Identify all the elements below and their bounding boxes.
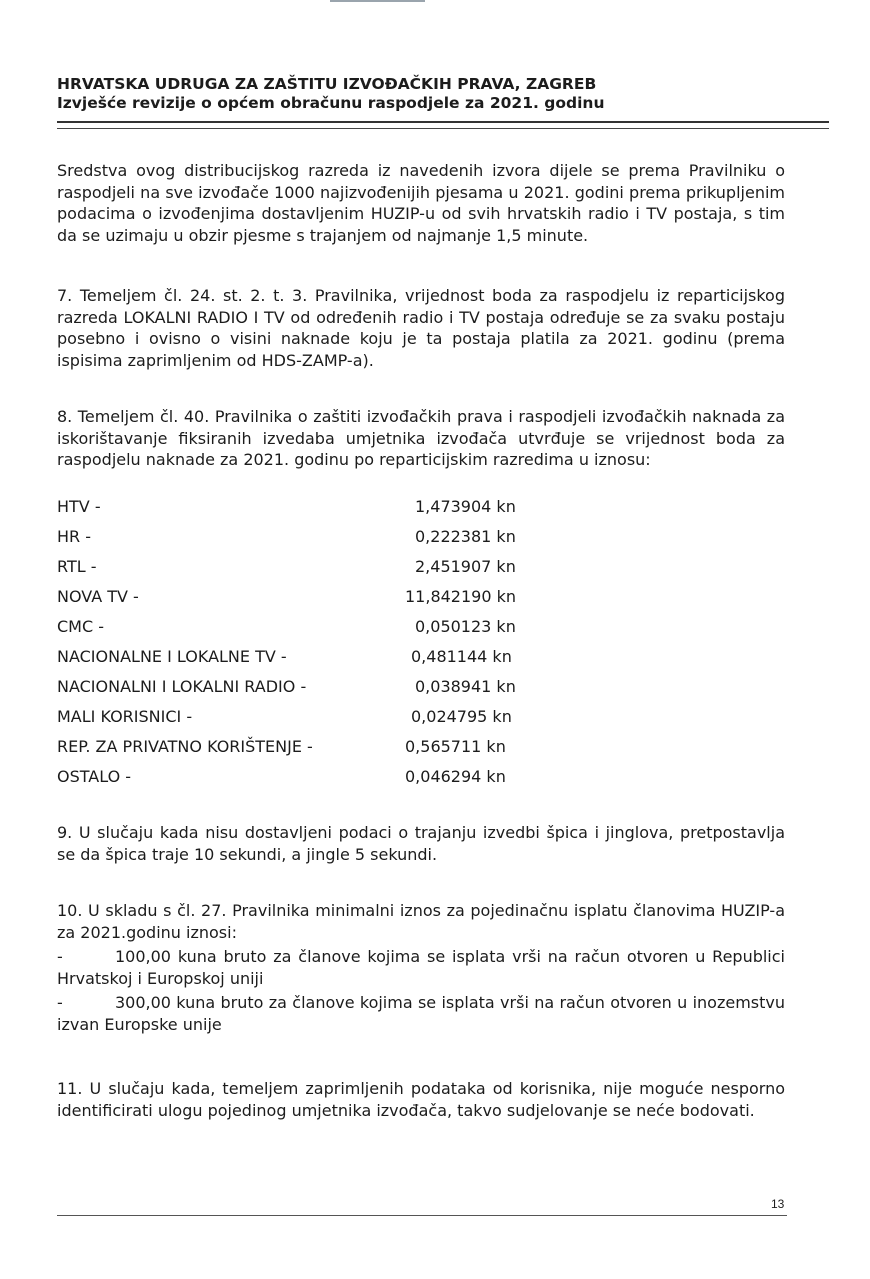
list-item [57, 992, 785, 1035]
fee-row [57, 552, 557, 582]
fee-value: 0,024795 kn [411, 707, 512, 726]
fee-value: 0,038941 kn [415, 677, 516, 696]
scan-mark [330, 0, 425, 2]
paragraph-10-text: 10. U skladu s čl. 27. Pravilnika minimalni iznos za pojedinačnu isplatu članovima HUZIP-a za 2021.godinu iznosi: [57, 901, 785, 942]
paragraph-11: 11. U slučaju kada, temeljem zaprimljenih podataka od korisnika, nije moguće nesporno identificirati ulogu pojedinog umjetnika izvođača, takvo sudjelovanje se neće bodovati. [57, 1079, 785, 1120]
header-subtitle: Izvješće revizije o općem obračunu raspodjele za 2021. godinu [57, 94, 605, 112]
paragraph-7: 7. Temeljem čl. 24. st. 2. t. 3. Pravilnika, vrijednost boda za raspodjelu iz reparticijskog razreda LOKALNI RADIO I TV od određenih radio i TV postaja određuje se za svaku postaju posebno i ovisno o visini naknade koju je ta postaja platila za 2021. godinu (prema ispisima zaprimljenim od HDS-ZAMP-a). [57, 286, 785, 370]
fee-row [57, 612, 557, 642]
list-dash: - [57, 947, 63, 966]
fee-row [57, 672, 557, 702]
fee-label: CMC - [57, 617, 105, 636]
paragraph-9: 9. U slučaju kada nisu dostavljeni podaci o trajanju izvedbi špica i jinglova, pretpostavlja se da špica traje 10 sekundi, a jingle 5 sekundi. [57, 823, 785, 864]
page-number: 13 [771, 1197, 785, 1211]
list-item [57, 946, 785, 989]
fee-value: 0,565711 kn [405, 737, 506, 756]
fee-label: NACIONALNI I LOKALNI RADIO - [57, 677, 307, 696]
paragraph-10 [57, 900, 785, 1035]
fee-row [57, 762, 557, 792]
fee-row [57, 522, 557, 552]
fee-value: 0,050123 kn [415, 617, 516, 636]
paragraph-8: 8. Temeljem čl. 40. Pravilnika o zaštiti izvođačkih prava i raspodjeli izvođačkih naknada za iskorištavanje fiksiranih izvedaba umjetnika izvođača utvrđuje se vrijednost boda za raspodjelu naknade za 2021. godinu po reparticijskim razredima u iznosu: [57, 407, 785, 469]
footer-rule [57, 1215, 787, 1216]
document-header [57, 75, 817, 113]
fee-label: NACIONALNE I LOKALNE TV - [57, 647, 287, 666]
fee-label: REP. ZA PRIVATNO KORIŠTENJE - [57, 737, 313, 756]
fee-label: MALI KORISNICI - [57, 707, 193, 726]
list-dash: - [57, 993, 63, 1012]
fee-value: 11,842190 kn [405, 587, 517, 606]
fee-value: 0,046294 kn [405, 767, 506, 786]
fee-label: HTV - [57, 497, 101, 516]
fee-row [57, 492, 557, 522]
fee-label: OSTALO - [57, 767, 132, 786]
fee-table [57, 492, 557, 792]
header-rule [57, 121, 829, 123]
fee-label: RTL - [57, 557, 97, 576]
fee-value: 2,451907 kn [415, 557, 516, 576]
fee-label: HR - [57, 527, 92, 546]
fee-value: 0,222381 kn [415, 527, 516, 546]
fee-row [57, 702, 557, 732]
paragraph-intro: Sredstva ovog distribucijskog razreda iz navedenih izvora dijele se prema Pravilniku o raspodjeli na sve izvođače 1000 najizvođenijih pjesama u 2021. godini prema prikupljenim podacima o izvođenjima dostavljenim HUZIP-u od svih hrvatskih radio i TV postaja, s tim da se uzimaju u obzir pjesme s trajanjem od najmanje 1,5 minute. [57, 161, 785, 245]
fee-label: NOVA TV - [57, 587, 139, 606]
fee-value: 1,473904 kn [415, 497, 516, 516]
fee-row [57, 732, 557, 762]
fee-row [57, 642, 557, 672]
header-title: HRVATSKA UDRUGA ZA ZAŠTITU IZVOĐAČKIH PRAVA, ZAGREB [57, 75, 597, 93]
header-rule-thin [57, 128, 829, 129]
list-item-text: 100,00 kuna bruto za članove kojima se isplata vrši na račun otvoren u Republici Hrvatskoj i Europskoj uniji [57, 947, 785, 988]
list-item-text: 300,00 kuna bruto za članove kojima se isplata vrši na račun otvoren u inozemstvu izvan Europske unije [57, 993, 785, 1034]
fee-row [57, 582, 557, 612]
fee-value: 0,481144 kn [411, 647, 512, 666]
